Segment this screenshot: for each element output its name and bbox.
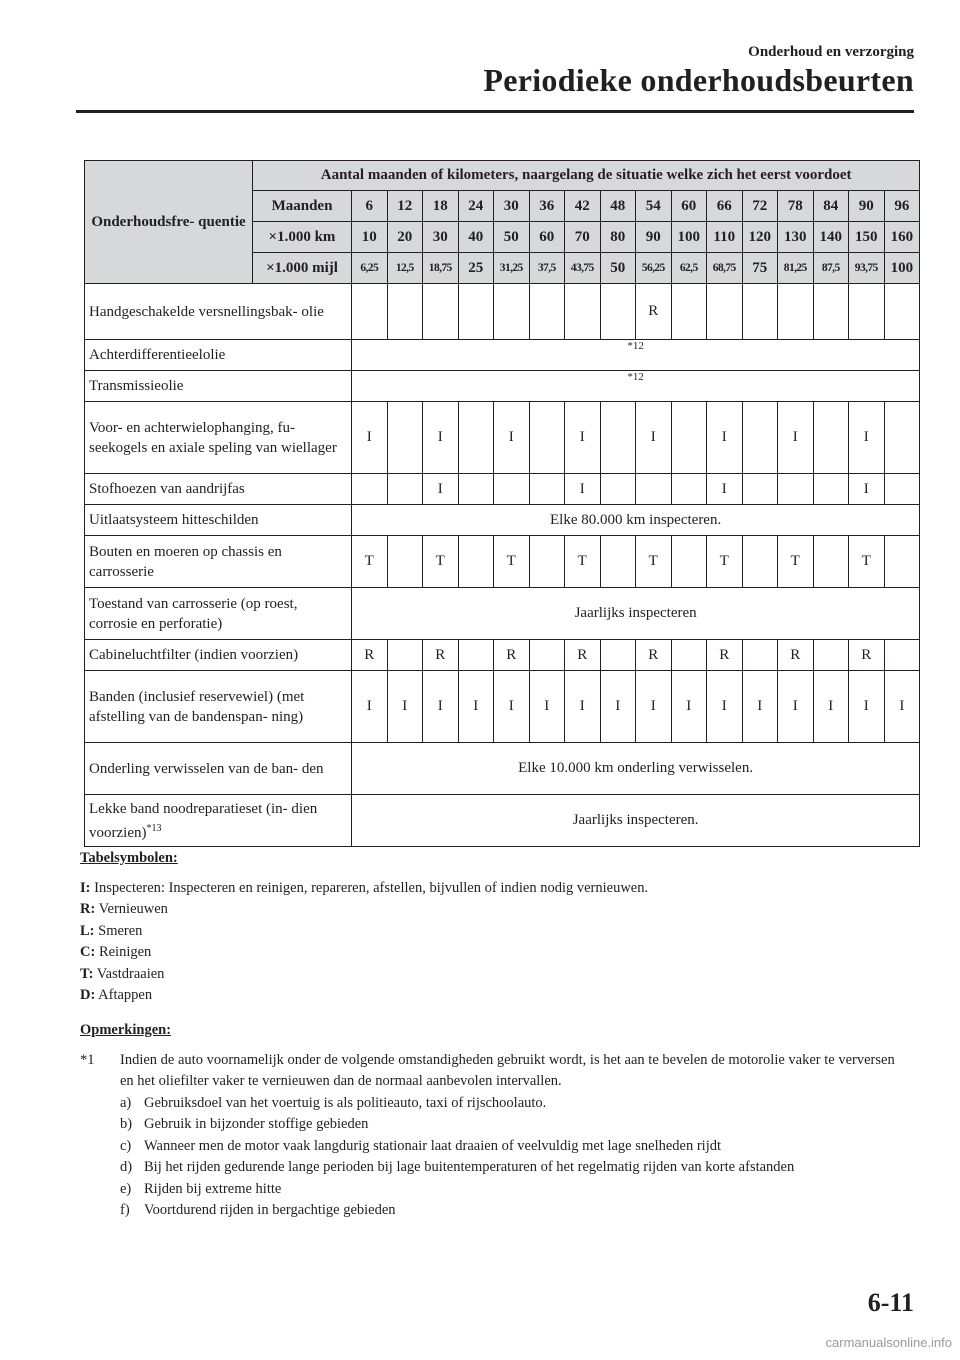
schedule-cell: T: [352, 536, 388, 588]
legend: [80, 848, 648, 1007]
page-title: Periodieke onderhoudsbeurten: [483, 62, 914, 98]
schedule-cell: I: [352, 402, 388, 474]
schedule-cell: R: [636, 284, 672, 340]
schedule-cell: [352, 474, 388, 505]
schedule-cell: [671, 640, 707, 671]
schedule-cell: [352, 284, 388, 340]
schedule-cell: R: [849, 640, 885, 671]
mile-value: 100: [884, 253, 920, 284]
km-value: 90: [636, 222, 672, 253]
schedule-cell: [778, 284, 814, 340]
condition-item: [120, 1114, 900, 1136]
schedule-cell: T: [707, 536, 743, 588]
footnote-ref: *13: [146, 822, 162, 834]
km-value: 40: [458, 222, 494, 253]
schedule-cell: I: [494, 402, 530, 474]
watermark: carmanualsonline.info: [825, 1335, 952, 1350]
table-row: [85, 640, 920, 671]
row-label: Toestand van carrosserie (op roest, corrosie en perforatie): [85, 588, 352, 640]
schedule-cell: I: [778, 671, 814, 743]
condition-text: Bij het rijden gedurende lange perioden bij lage buitentemperaturen of het regelmatig rijden van korte afstanden: [144, 1159, 795, 1175]
schedule-cell: [636, 474, 672, 505]
legend-heading: Tabelsymbolen:: [80, 850, 178, 866]
page-number: 6-11: [867, 1288, 914, 1317]
notes: [80, 1020, 900, 1222]
schedule-cell: [494, 284, 530, 340]
row-label: Cabineluchtfilter (indien voorzien): [85, 640, 352, 671]
legend-key: R:: [80, 901, 96, 917]
schedule-cell: [458, 474, 494, 505]
km-value: 160: [884, 222, 920, 253]
km-label: ×1.000 km: [253, 222, 352, 253]
schedule-cell: I: [884, 671, 920, 743]
schedule-cell: R: [423, 640, 459, 671]
km-value: 70: [565, 222, 601, 253]
mile-value: 6,25: [352, 253, 388, 284]
mile-value: 50: [600, 253, 636, 284]
legend-key: I:: [80, 879, 91, 896]
table-row: [85, 505, 920, 536]
table-row: [85, 284, 920, 340]
schedule-cell: I: [707, 671, 743, 743]
mile-value: 62,5: [671, 253, 707, 284]
month-value: 78: [778, 191, 814, 222]
section-label: Onderhoud en verzorging: [748, 44, 914, 60]
schedule-cell: [458, 640, 494, 671]
schedule-cell: [884, 640, 920, 671]
schedule-cell: [387, 640, 423, 671]
legend-key: T:: [80, 965, 94, 982]
legend-key: D:: [80, 987, 96, 1003]
schedule-cell: T: [636, 536, 672, 588]
schedule-cell: [778, 474, 814, 505]
schedule-cell: R: [707, 640, 743, 671]
schedule-cell: I: [813, 671, 849, 743]
schedule-cell: [742, 640, 778, 671]
months-label: Maanden: [253, 191, 352, 222]
miles-label: ×1.000 mijl: [253, 253, 352, 284]
legend-item: [80, 899, 648, 921]
schedule-cell: [884, 474, 920, 505]
schedule-cell: [707, 284, 743, 340]
footnote-ref: *12: [627, 340, 644, 352]
legend-text: Vernieuwen: [95, 901, 168, 917]
schedule-cell: I: [742, 671, 778, 743]
schedule-cell: [458, 284, 494, 340]
schedule-cell: [671, 536, 707, 588]
table-row: [85, 743, 920, 795]
mile-value: 87,5: [813, 253, 849, 284]
schedule-cell: I: [565, 671, 601, 743]
legend-key: C:: [80, 944, 96, 960]
schedule-cell: [600, 536, 636, 588]
month-value: 24: [458, 191, 494, 222]
condition-letter: a): [120, 1094, 132, 1111]
mile-value: 56,25: [636, 253, 672, 284]
schedule-cell: R: [565, 640, 601, 671]
note-1-mark: *1: [80, 1051, 95, 1068]
row-label: Transmissieolie: [85, 371, 352, 402]
schedule-cell: [813, 474, 849, 505]
schedule-cell: I: [600, 671, 636, 743]
km-value: 120: [742, 222, 778, 253]
note-1-conditions: [120, 1093, 900, 1222]
schedule-cell: [600, 640, 636, 671]
table-row: [85, 371, 920, 402]
month-value: 6: [352, 191, 388, 222]
km-value: 60: [529, 222, 565, 253]
km-value: 100: [671, 222, 707, 253]
mile-value: 37,5: [529, 253, 565, 284]
schedule-cell: [494, 474, 530, 505]
schedule-cell: [884, 536, 920, 588]
schedule-cell: [423, 284, 459, 340]
schedule-cell: T: [778, 536, 814, 588]
mile-value: 68,75: [707, 253, 743, 284]
schedule-cell: [742, 536, 778, 588]
schedule-cell: [529, 640, 565, 671]
schedule-cell: I: [849, 402, 885, 474]
schedule-cell: [529, 402, 565, 474]
legend-text: Smeren: [94, 922, 143, 939]
schedule-cell: I: [494, 671, 530, 743]
legend-text: Aftappen: [95, 987, 153, 1003]
km-value: 10: [352, 222, 388, 253]
schedule-cell: [387, 474, 423, 505]
legend-item: [80, 942, 648, 964]
km-value: 80: [600, 222, 636, 253]
span-cell: Jaarlijks inspecteren.: [352, 795, 920, 847]
month-value: 48: [600, 191, 636, 222]
row-label-text: Lekke band noodreparatieset (in- dien voorzien): [89, 800, 318, 841]
row-label: Uitlaatsysteem hitteschilden: [85, 505, 352, 536]
schedule-cell: [565, 284, 601, 340]
month-value: 66: [707, 191, 743, 222]
condition-text: Rijden bij extreme hitte: [144, 1180, 282, 1197]
mile-value: 75: [742, 253, 778, 284]
row-label: Voor- en achterwielophanging, fu- seekogels en axiale speling van wiellager: [85, 402, 352, 474]
month-value: 84: [813, 191, 849, 222]
schedule-cell: I: [849, 474, 885, 505]
schedule-cell: [387, 284, 423, 340]
table-row: [85, 588, 920, 640]
row-label: Onderling verwisselen van de ban- den: [85, 743, 352, 795]
condition-letter: f): [120, 1202, 130, 1218]
row-label: Handgeschakelde versnellingsbak- olie: [85, 284, 352, 340]
note-1: [80, 1050, 900, 1093]
span-cell: Elke 10.000 km onderling verwisselen.: [352, 743, 920, 795]
month-value: 60: [671, 191, 707, 222]
schedule-cell: [742, 284, 778, 340]
schedule-cell: [884, 402, 920, 474]
schedule-cell: I: [565, 402, 601, 474]
schedule-cell: [387, 402, 423, 474]
schedule-cell: [849, 284, 885, 340]
month-value: 18: [423, 191, 459, 222]
schedule-cell: I: [707, 402, 743, 474]
legend-text: Inspecteren: Inspecteren en reinigen, repareren, afstellen, bijvullen of indien nodig vernieuwen.: [90, 879, 649, 896]
schedule-cell: [884, 284, 920, 340]
table-row: [85, 671, 920, 743]
corner-header: Onderhoudsfre- quentie: [85, 161, 253, 284]
mile-value: 18,75: [423, 253, 459, 284]
condition-item: [120, 1200, 900, 1222]
legend-key: L:: [80, 922, 95, 939]
row-label: Achterdifferentieelolie: [85, 340, 352, 371]
km-value: 110: [707, 222, 743, 253]
footnote-ref: *12: [627, 371, 644, 383]
schedule-cell: I: [707, 474, 743, 505]
row-label: [85, 795, 352, 847]
interval-header: Aantal maanden of kilometers, naargelang de situatie welke zich het eerst voordoet: [253, 161, 920, 191]
month-value: 30: [494, 191, 530, 222]
schedule-cell: [387, 536, 423, 588]
note-1-text: Indien de auto voornamelijk onder de volgende omstandigheden gebruikt wordt, is het aan te bevelen de motorolie vaker te verversen en het oliefilter vaker te vernieuwen dan de normaal aanbevolen intervallen.: [120, 1051, 895, 1089]
schedule-cell: I: [423, 402, 459, 474]
schedule-cell: I: [778, 402, 814, 474]
condition-letter: c): [120, 1137, 132, 1154]
mile-value: 93,75: [849, 253, 885, 284]
schedule-cell: I: [636, 402, 672, 474]
schedule-cell: I: [387, 671, 423, 743]
row-label: Bouten en moeren op chassis en carrosserie: [85, 536, 352, 588]
schedule-cell: [671, 474, 707, 505]
month-value: 42: [565, 191, 601, 222]
schedule-cell: [813, 536, 849, 588]
notes-heading: Opmerkingen:: [80, 1022, 172, 1038]
table-row: [85, 474, 920, 505]
mile-value: 12,5: [387, 253, 423, 284]
table-row: [85, 402, 920, 474]
schedule-cell: [813, 284, 849, 340]
condition-letter: e): [120, 1180, 132, 1197]
row-label: Banden (inclusief reservewiel) (met afstelling van de bandenspan- ning): [85, 671, 352, 743]
legend-item: [80, 964, 648, 986]
legend-text: Reinigen: [95, 944, 152, 960]
schedule-cell: I: [529, 671, 565, 743]
schedule-cell: I: [671, 671, 707, 743]
condition-text: Wanneer men de motor vaak langdurig stationair laat draaien of veelvuldig met lage snelheden rijdt: [144, 1137, 722, 1154]
month-value: 72: [742, 191, 778, 222]
km-value: 140: [813, 222, 849, 253]
condition-item: [120, 1093, 900, 1115]
km-value: 150: [849, 222, 885, 253]
month-value: 36: [529, 191, 565, 222]
schedule-cell: [458, 536, 494, 588]
km-value: 30: [423, 222, 459, 253]
schedule-cell: T: [494, 536, 530, 588]
condition-item: [120, 1136, 900, 1158]
schedule-cell: I: [458, 671, 494, 743]
schedule-cell: T: [849, 536, 885, 588]
schedule-cell: R: [778, 640, 814, 671]
condition-text: Voortdurend rijden in bergachtige gebieden: [144, 1202, 396, 1218]
month-value: 54: [636, 191, 672, 222]
km-value: 130: [778, 222, 814, 253]
schedule-cell: R: [636, 640, 672, 671]
span-cell: [352, 371, 920, 402]
schedule-cell: I: [423, 671, 459, 743]
schedule-cell: I: [423, 474, 459, 505]
legend-text: Vastdraaien: [93, 965, 165, 982]
month-value: 90: [849, 191, 885, 222]
km-value: 50: [494, 222, 530, 253]
table-row: [85, 795, 920, 847]
schedule-cell: [671, 402, 707, 474]
header-rule: [76, 110, 914, 113]
span-cell: Jaarlijks inspecteren: [352, 588, 920, 640]
schedule-cell: [671, 284, 707, 340]
condition-letter: b): [120, 1116, 133, 1132]
condition-text: Gebruiksdoel van het voertuig is als politieauto, taxi of rijschoolauto.: [144, 1094, 547, 1111]
maintenance-schedule-table: [84, 160, 920, 847]
schedule-cell: I: [352, 671, 388, 743]
legend-item: [80, 921, 648, 943]
schedule-cell: R: [494, 640, 530, 671]
schedule-cell: [529, 536, 565, 588]
schedule-cell: I: [849, 671, 885, 743]
condition-letter: d): [120, 1159, 133, 1175]
schedule-cell: T: [423, 536, 459, 588]
month-value: 12: [387, 191, 423, 222]
schedule-cell: [742, 402, 778, 474]
schedule-cell: I: [636, 671, 672, 743]
schedule-cell: [600, 402, 636, 474]
month-value: 96: [884, 191, 920, 222]
row-label: Stofhoezen van aandrijfas: [85, 474, 352, 505]
schedule-cell: [529, 474, 565, 505]
mile-value: 31,25: [494, 253, 530, 284]
schedule-cell: [742, 474, 778, 505]
condition-text: Gebruik in bijzonder stoffige gebieden: [144, 1116, 369, 1132]
schedule-cell: [813, 402, 849, 474]
schedule-cell: [600, 284, 636, 340]
table-row: [85, 536, 920, 588]
mile-value: 81,25: [778, 253, 814, 284]
legend-item: [80, 878, 648, 900]
span-cell: [352, 340, 920, 371]
schedule-cell: T: [565, 536, 601, 588]
span-cell: Elke 80.000 km inspecteren.: [352, 505, 920, 536]
condition-item: [120, 1179, 900, 1201]
schedule-cell: [458, 402, 494, 474]
mile-value: 43,75: [565, 253, 601, 284]
condition-item: [120, 1157, 900, 1179]
schedule-cell: R: [352, 640, 388, 671]
schedule-cell: [600, 474, 636, 505]
schedule-cell: I: [565, 474, 601, 505]
km-value: 20: [387, 222, 423, 253]
table-row: [85, 340, 920, 371]
mile-value: 25: [458, 253, 494, 284]
schedule-cell: [813, 640, 849, 671]
legend-item: [80, 985, 648, 1007]
schedule-cell: [529, 284, 565, 340]
